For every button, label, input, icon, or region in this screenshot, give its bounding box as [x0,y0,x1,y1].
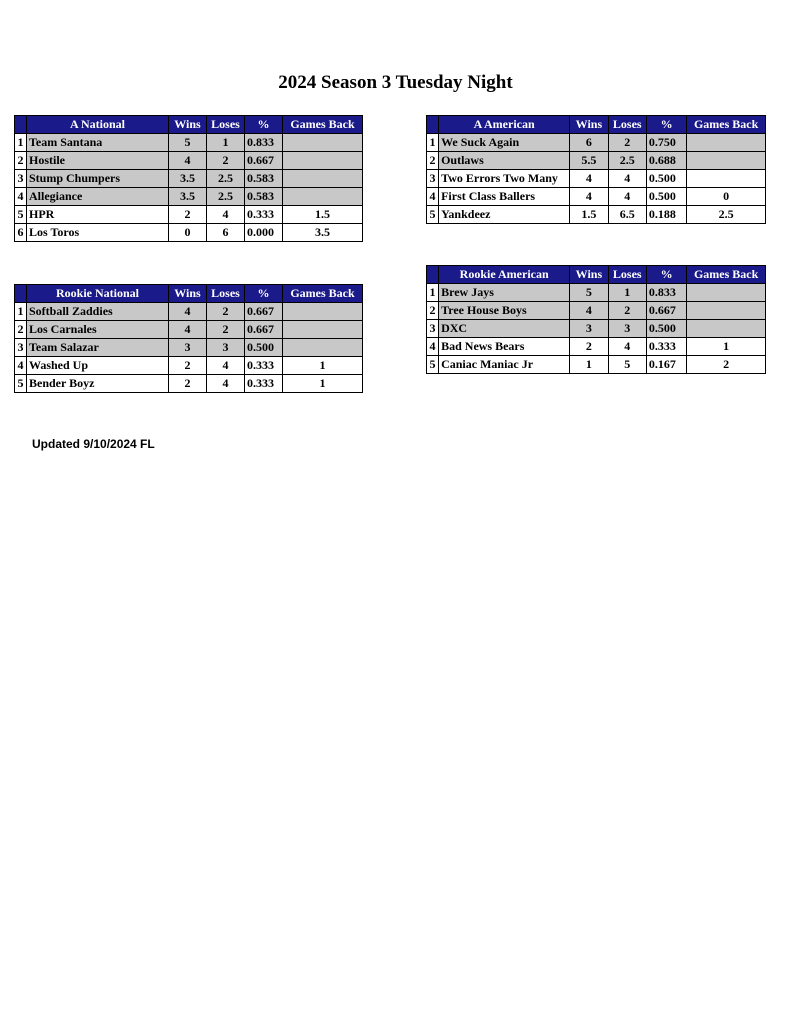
loses-cell: 4 [207,375,245,393]
rank-cell: 5 [427,356,439,374]
loses-cell: 2.5 [207,188,245,206]
table-row [427,188,766,206]
team-name-cell: Los Carnales [27,321,169,339]
pct-cell: 0.583 [245,170,283,188]
team-name-cell: DXC [439,320,570,338]
loses-header: Loses [608,266,646,284]
pct-cell: 0.333 [245,357,283,375]
games-back-cell [687,152,766,170]
games-back-header: Games Back [687,116,766,134]
team-name-cell: Stump Chumpers [27,170,169,188]
loses-cell: 4 [207,206,245,224]
loses-cell: 2 [608,302,646,320]
wins-header: Wins [570,266,608,284]
pct-cell: 0.188 [646,206,686,224]
rookie-national-table [14,284,363,393]
table-row [15,188,363,206]
rank-cell: 4 [427,188,439,206]
table-header-row [427,116,766,134]
games-back-cell: 1 [283,357,363,375]
table-row [427,338,766,356]
division-name: Rookie American [439,266,570,284]
games-back-cell: 2.5 [687,206,766,224]
team-name-cell: Hostile [27,152,169,170]
table-row [15,357,363,375]
loses-cell: 6 [207,224,245,242]
team-name-cell: Bad News Bears [439,338,570,356]
table-row [15,339,363,357]
rank-cell: 4 [15,357,27,375]
pct-cell: 0.000 [245,224,283,242]
rank-cell: 1 [427,134,439,152]
team-name-cell: Tree House Boys [439,302,570,320]
pct-cell: 0.667 [245,152,283,170]
wins-cell: 5.5 [570,152,608,170]
team-name-cell: Softball Zaddies [27,303,169,321]
table-row [427,356,766,374]
rank-cell: 3 [15,339,27,357]
pct-header: % [245,116,283,134]
wins-cell: 2 [169,357,207,375]
wins-cell: 4 [570,302,608,320]
table-row [15,375,363,393]
team-name-cell: Yankdeez [439,206,570,224]
updated-note: Updated 9/10/2024 FL [32,437,155,451]
loses-cell: 6.5 [608,206,646,224]
loses-header: Loses [207,116,245,134]
wins-cell: 1.5 [570,206,608,224]
loses-cell: 5 [608,356,646,374]
wins-cell: 3.5 [169,188,207,206]
wins-cell: 3 [570,320,608,338]
rank-cell: 6 [15,224,27,242]
table-row [15,206,363,224]
pct-cell: 0.583 [245,188,283,206]
games-back-header: Games Back [283,116,363,134]
rank-cell: 3 [427,170,439,188]
wins-header: Wins [169,285,207,303]
table-row [15,303,363,321]
pct-cell: 0.167 [646,356,686,374]
table-header-row [15,285,363,303]
rank-cell: 5 [427,206,439,224]
loses-header: Loses [207,285,245,303]
rank-cell: 2 [15,152,27,170]
wins-cell: 4 [570,188,608,206]
wins-cell: 4 [169,152,207,170]
pct-cell: 0.333 [245,206,283,224]
games-back-cell [283,321,363,339]
team-name-cell: We Suck Again [439,134,570,152]
team-name-cell: Los Toros [27,224,169,242]
wins-cell: 2 [169,206,207,224]
wins-cell: 4 [570,170,608,188]
games-back-cell [283,170,363,188]
loses-cell: 3 [608,320,646,338]
table-row [15,152,363,170]
loses-cell: 3 [207,339,245,357]
rank-cell: 5 [15,375,27,393]
pct-cell: 0.333 [646,338,686,356]
pct-cell: 0.833 [646,284,686,302]
wins-cell: 3 [169,339,207,357]
loses-cell: 1 [207,134,245,152]
team-name-cell: HPR [27,206,169,224]
loses-cell: 2 [207,152,245,170]
table-row [427,284,766,302]
rank-header [427,116,439,134]
team-name-cell: First Class Ballers [439,188,570,206]
division-name: A American [439,116,570,134]
pct-cell: 0.667 [245,303,283,321]
team-name-cell: Team Santana [27,134,169,152]
table-row [427,170,766,188]
wins-header: Wins [169,116,207,134]
rank-header [427,266,439,284]
pct-cell: 0.667 [245,321,283,339]
loses-cell: 4 [207,357,245,375]
games-back-cell: 1 [687,338,766,356]
loses-cell: 2 [207,321,245,339]
wins-header: Wins [570,116,608,134]
table-header-row [15,116,363,134]
table-row [427,134,766,152]
rank-cell: 2 [427,152,439,170]
pct-cell: 0.500 [646,188,686,206]
division-name: A National [27,116,169,134]
games-back-cell [687,320,766,338]
loses-cell: 2 [608,134,646,152]
rookie-american-table [426,265,766,374]
games-back-cell [283,152,363,170]
pct-cell: 0.833 [245,134,283,152]
wins-cell: 0 [169,224,207,242]
games-back-header: Games Back [687,266,766,284]
pct-cell: 0.750 [646,134,686,152]
wins-cell: 4 [169,303,207,321]
wins-cell: 4 [169,321,207,339]
table-row [427,152,766,170]
wins-cell: 1 [570,356,608,374]
pct-header: % [646,116,686,134]
rank-cell: 2 [427,302,439,320]
loses-cell: 2.5 [207,170,245,188]
a-national-table [14,115,363,242]
page-title: 2024 Season 3 Tuesday Night [278,72,513,93]
pct-cell: 0.500 [646,170,686,188]
rank-cell: 4 [427,338,439,356]
team-name-cell: Washed Up [27,357,169,375]
pct-header: % [245,285,283,303]
rank-cell: 1 [15,303,27,321]
games-back-cell [283,188,363,206]
team-name-cell: Two Errors Two Many [439,170,570,188]
rank-cell: 4 [15,188,27,206]
loses-cell: 2.5 [608,152,646,170]
table-row [15,224,363,242]
rank-cell: 1 [427,284,439,302]
division-name: Rookie National [27,285,169,303]
rank-cell: 1 [15,134,27,152]
games-back-cell: 1.5 [283,206,363,224]
team-name-cell: Team Salazar [27,339,169,357]
loses-cell: 1 [608,284,646,302]
games-back-cell: 2 [687,356,766,374]
games-back-cell [283,134,363,152]
rank-cell: 3 [427,320,439,338]
team-name-cell: Outlaws [439,152,570,170]
wins-cell: 5 [570,284,608,302]
wins-cell: 2 [169,375,207,393]
wins-cell: 5 [169,134,207,152]
games-back-cell [687,302,766,320]
wins-cell: 3.5 [169,170,207,188]
table-row [15,170,363,188]
pct-cell: 0.500 [646,320,686,338]
games-back-cell [283,339,363,357]
pct-cell: 0.667 [646,302,686,320]
team-name-cell: Bender Boyz [27,375,169,393]
loses-cell: 4 [608,170,646,188]
games-back-cell [687,134,766,152]
table-row [15,134,363,152]
pct-cell: 0.688 [646,152,686,170]
a-american-table [426,115,766,224]
team-name-cell: Caniac Maniac Jr [439,356,570,374]
games-back-cell: 1 [283,375,363,393]
games-back-cell: 3.5 [283,224,363,242]
games-back-cell: 0 [687,188,766,206]
pct-cell: 0.333 [245,375,283,393]
table-row [427,206,766,224]
games-back-cell [283,303,363,321]
team-name-cell: Brew Jays [439,284,570,302]
table-row [427,302,766,320]
rank-cell: 2 [15,321,27,339]
loses-cell: 4 [608,338,646,356]
table-row [427,320,766,338]
pct-header: % [646,266,686,284]
rank-cell: 5 [15,206,27,224]
table-row [15,321,363,339]
wins-cell: 2 [570,338,608,356]
table-header-row [427,266,766,284]
team-name-cell: Allegiance [27,188,169,206]
pct-cell: 0.500 [245,339,283,357]
loses-cell: 2 [207,303,245,321]
loses-header: Loses [608,116,646,134]
wins-cell: 6 [570,134,608,152]
loses-cell: 4 [608,188,646,206]
games-back-header: Games Back [283,285,363,303]
rank-header [15,285,27,303]
games-back-cell [687,170,766,188]
rank-header [15,116,27,134]
rank-cell: 3 [15,170,27,188]
games-back-cell [687,284,766,302]
